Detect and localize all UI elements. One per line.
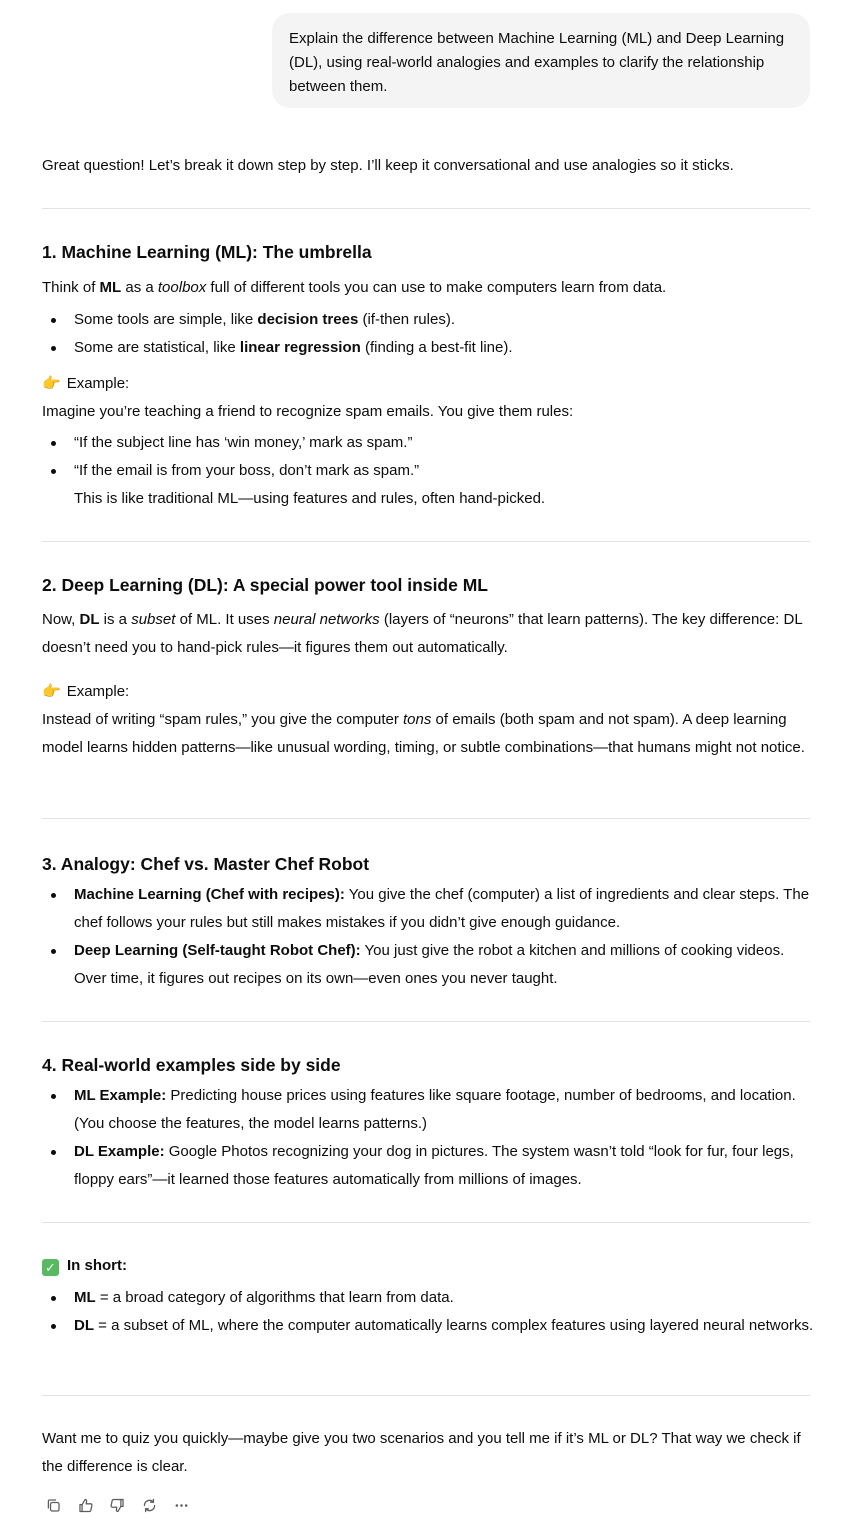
divider: [42, 1021, 810, 1022]
pointing-hand-icon: 👉: [42, 375, 61, 392]
divider: [42, 208, 810, 209]
pointing-hand-icon: 👉: [42, 683, 61, 700]
divider: [42, 1222, 810, 1223]
list-item: “If the email is from your boss, don’t mark as spam.” This is like traditional ML—using features and rules, often hand-picked.: [42, 457, 817, 513]
section-1-heading: 1. Machine Learning (ML): The umbrella: [42, 242, 372, 262]
divider: [42, 541, 810, 542]
section-4-heading: 4. Real-world examples side by side: [42, 1055, 341, 1075]
summary-list: [42, 1284, 817, 1340]
section-1-list: [42, 306, 817, 362]
intro-text: Great question! Let’s break it down step by step. I’ll keep it conversational and use analogies so it sticks.: [42, 157, 734, 174]
user-message-bubble: [272, 13, 810, 108]
section-2-paragraph: Now, DL is a subset of ML. It uses neural networks (layers of “neurons” that learn patterns). The key difference: DL doesn’t need you to hand-pick rules—it figures them out automatically.: [42, 611, 803, 656]
thumbs-down-icon[interactable]: [106, 1494, 128, 1516]
section-4-list: [42, 1082, 817, 1194]
list-item: Machine Learning (Chef with recipes): You give the chef (computer) a list of ingredients and clear steps. The chef follows your rules but still makes mistakes if you didn’t give enough guidance.: [42, 881, 817, 937]
divider: [42, 1395, 810, 1396]
copy-icon[interactable]: [42, 1494, 64, 1516]
closing-text: Want me to quiz you quickly—maybe give you two scenarios and you tell me if it’s ML or DL? That way we check if the difference is clear.: [42, 1430, 801, 1475]
thumbs-up-icon[interactable]: [74, 1494, 96, 1516]
list-item: “If the subject line has ‘win money,’ mark as spam.”: [42, 429, 817, 457]
list-item: ML = a broad category of algorithms that learn from data.: [42, 1284, 817, 1312]
regenerate-icon[interactable]: [138, 1494, 160, 1516]
list-item: Some are statistical, like linear regression (finding a best-fit line).: [42, 334, 817, 362]
section-1-paragraph: Think of ML as a toolbox full of different tools you can use to make computers learn from data.: [42, 279, 667, 296]
example-text: Imagine you’re teaching a friend to recognize spam emails. You give them rules:: [42, 403, 574, 420]
section-3-heading: 3. Analogy: Chef vs. Master Chef Robot: [42, 854, 370, 874]
section-3-list: [42, 881, 817, 993]
list-item: ML Example: Predicting house prices using features like square footage, number of bedrooms, and location. (You choose the features, the model learns patterns.): [42, 1082, 817, 1138]
summary-label: ✓ In short:: [42, 1252, 127, 1280]
list-item: Some tools are simple, like decision trees (if-then rules).: [42, 306, 817, 334]
divider: [42, 818, 810, 819]
example-label: 👉 Example:: [42, 370, 129, 398]
example-label: 👉 Example:: [42, 678, 129, 706]
spam-rules-list: [42, 429, 817, 513]
user-message-text: Explain the difference between Machine Learning (ML) and Deep Learning (DL), using real-world analogies and examples to clarify the relationship between them.: [289, 30, 785, 95]
section-2-heading: 2. Deep Learning (DL): A special power tool inside ML: [42, 575, 488, 595]
message-actions-toolbar: [42, 1494, 192, 1516]
list-item: DL = a subset of ML, where the computer automatically learns complex features using layered neural networks.: [42, 1312, 817, 1340]
list-item: DL Example: Google Photos recognizing your dog in pictures. The system wasn’t told “look for fur, four legs, floppy ears”—it learned those features automatically from millions of images.: [42, 1138, 817, 1194]
list-item: Deep Learning (Self-taught Robot Chef): You just give the robot a kitchen and millions of cooking videos. Over time, it figures out recipes on its own—even ones you never taught.: [42, 937, 817, 993]
section-2-example-text: Instead of writing “spam rules,” you give the computer tons of emails (both spam and not spam). A deep learning model learns hidden patterns—like unusual wording, timing, or subtle combinations—that humans might not notice.: [42, 711, 805, 756]
more-icon[interactable]: [170, 1494, 192, 1516]
check-mark-icon: ✓: [42, 1259, 59, 1276]
